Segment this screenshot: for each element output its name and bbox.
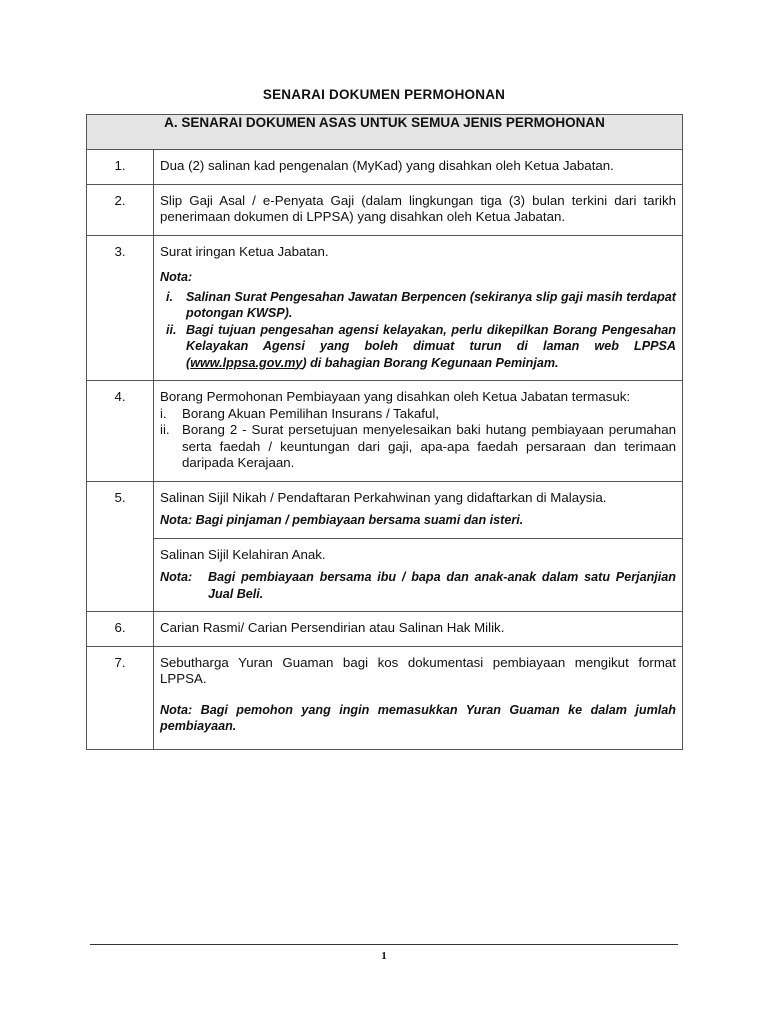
table-row <box>87 184 683 235</box>
nota-text: Nota: Bagi pemohon yang ingin memasukkan Yuran Guaman ke dalam jumlah pembiayaan. <box>160 702 676 733</box>
table-row <box>87 481 683 538</box>
table-row <box>87 381 683 482</box>
table-row <box>87 150 683 185</box>
row-number: 7. <box>87 646 154 749</box>
nota-label: Nota: <box>160 570 193 584</box>
table-row <box>87 538 683 612</box>
table-row <box>87 235 683 381</box>
document-table <box>86 114 683 750</box>
nota-body: Bagi pembiayaan bersama ibu / bapa dan anak-anak dalam satu Perjanjian Jual Beli. <box>208 570 676 601</box>
row-text: Surat iringan Ketua Jabatan. <box>160 243 329 259</box>
nota-item <box>166 289 676 322</box>
list-item-text: Borang Akuan Pemilihan Insurans / Takaful, <box>182 405 439 421</box>
row-number: 2. <box>87 184 154 235</box>
row-text: Slip Gaji Asal / e-Penyata Gaji (dalam lingkungan tiga (3) bulan terkini dari tarikh penerimaan dokumen di LPPSA) yang disahkan oleh Ketua Jabatan. <box>154 184 683 235</box>
nota-text <box>160 569 676 602</box>
row-number: 1. <box>87 150 154 185</box>
row-content <box>154 481 683 538</box>
nota-item-number: i. <box>166 289 173 304</box>
row-text: Salinan Sijil Kelahiran Anak. <box>160 546 326 562</box>
table-row <box>87 612 683 647</box>
row-content <box>154 235 683 381</box>
page-title: SENARAI DOKUMEN PERMOHONAN <box>262 87 506 102</box>
row-content <box>154 381 683 482</box>
row-number: 6. <box>87 612 154 647</box>
list-item-number: ii. <box>160 422 170 437</box>
nota-text: Nota: Bagi pinjaman / pembiayaan bersama suami dan isteri. <box>160 513 524 527</box>
nota-item <box>166 322 676 372</box>
section-header: A. SENARAI DOKUMEN ASAS UNTUK SEMUA JENIS PERMOHONAN <box>87 115 683 150</box>
section-header-row <box>87 115 683 150</box>
row-text: Salinan Sijil Nikah / Pendaftaran Perkahwinan yang didaftarkan di Malaysia. <box>160 489 607 505</box>
nota-item-number: ii. <box>166 322 177 337</box>
row-number: 5. <box>87 481 154 612</box>
row-number: 3. <box>87 235 154 381</box>
row-text: Borang Permohonan Pembiayaan yang disahkan oleh Ketua Jabatan termasuk: <box>160 389 631 404</box>
nota-item-text-part: Bagi tujuan pengesahan agensi kelayakan, perlu dikepilkan Borang Pengesahan Kelayakan Agensi yang boleh dimuat turun di laman web LPPSA ( <box>186 322 676 370</box>
table-row <box>87 646 683 749</box>
row-text: Dua (2) salinan kad pengenalan (MyKad) yang disahkan oleh Ketua Jabatan. <box>154 150 683 185</box>
row-text: Sebutharga Yuran Guaman bagi kos dokumentasi pembiayaan mengikut format LPPSA. <box>160 654 676 686</box>
row-text: Carian Rasmi/ Carian Persendirian atau Salinan Hak Milik. <box>154 612 683 647</box>
nota-item-text <box>186 322 676 372</box>
list-item <box>160 406 676 423</box>
nota-label: Nota: <box>160 270 193 284</box>
row-number: 4. <box>87 381 154 482</box>
footer-rule <box>90 944 678 945</box>
lppsa-website-link[interactable]: www.lppsa.gov.my <box>190 355 303 370</box>
list-item <box>160 422 676 472</box>
row-content <box>154 646 683 749</box>
list-item-text: Borang 2 - Surat persetujuan menyelesaikan baki hutang pembiayaan perumahan serta faedah / keuntungan dari gaji, apa-apa faedah persaraan dan terimaan daripada Kerajaan. <box>182 422 676 470</box>
list-item-number: i. <box>160 405 167 421</box>
nota-item-text-part: ) di bahagian Borang Kegunaan Peminjam. <box>302 355 559 370</box>
row-content <box>154 538 683 612</box>
page-number: 1 <box>381 950 387 962</box>
nota-item-text: Salinan Surat Pengesahan Jawatan Berpencen (sekiranya slip gaji masih terdapat potongan KWSP). <box>186 289 676 320</box>
